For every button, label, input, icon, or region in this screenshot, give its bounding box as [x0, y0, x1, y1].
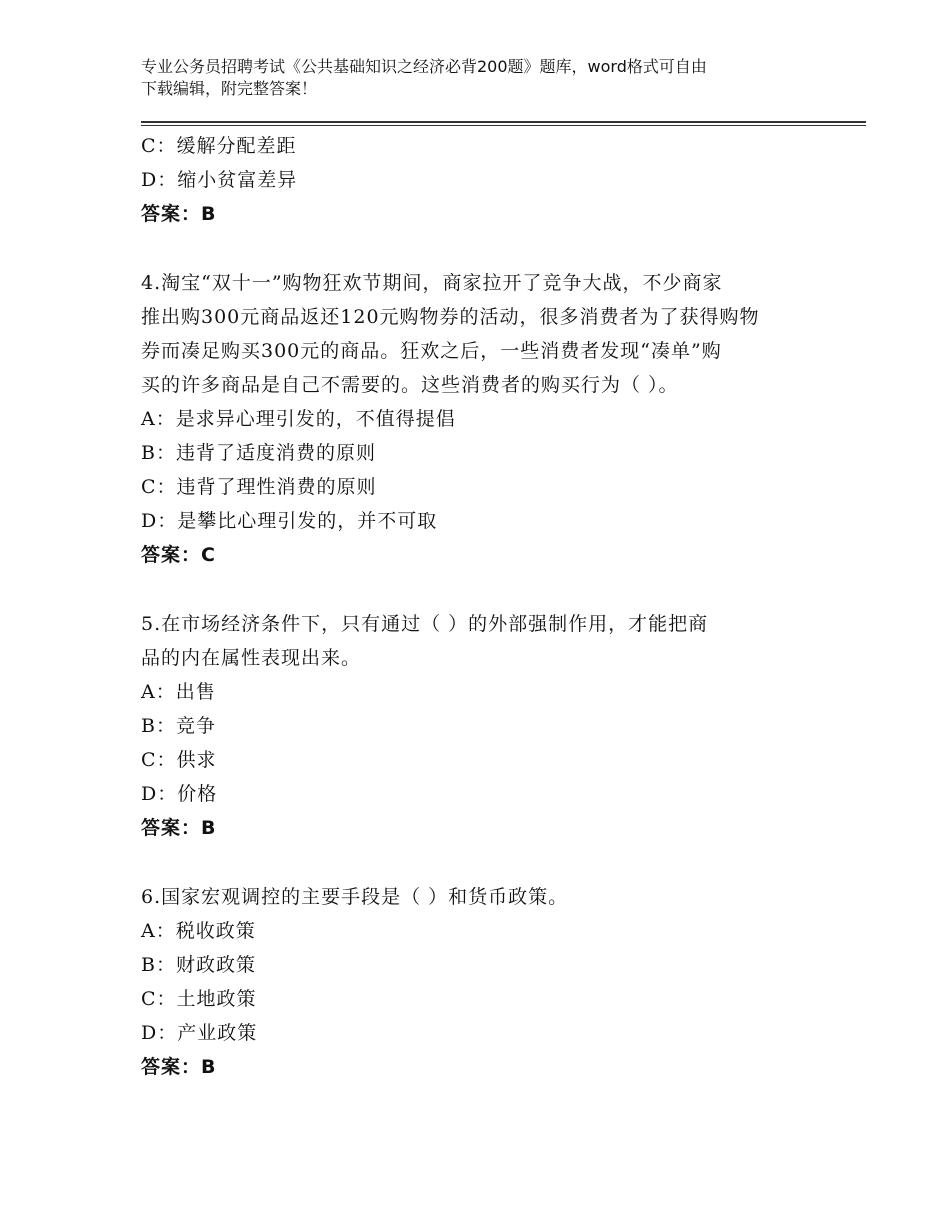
option-d: D：产业政策	[141, 1022, 258, 1044]
header-line-1: 专业公务员招聘考试《公共基础知识之经济必背200题》题库，word格式可自由	[141, 57, 707, 76]
option-d: D：缩小贫富差异	[141, 169, 298, 191]
question-3-tail	[141, 129, 821, 231]
question-text-line: 品的内在属性表现出来。	[141, 647, 362, 669]
header-line-2: 下载编辑，附完整答案！	[141, 79, 318, 98]
question-text-line: 6.国家宏观调控的主要手段是（ ）和货币政策。	[141, 886, 569, 908]
option-c: C：土地政策	[141, 988, 257, 1010]
header-divider-thin	[141, 125, 866, 126]
option-a: A：出售	[141, 681, 216, 703]
option-b: B：竞争	[141, 715, 216, 737]
question-6	[141, 880, 821, 1084]
answer-label: 答案：B	[141, 817, 217, 839]
spacer	[141, 572, 821, 607]
option-b: B：财政政策	[141, 954, 256, 976]
option-a: A：是求异心理引发的，不值得提倡	[141, 408, 456, 430]
option-c: C：供求	[141, 749, 217, 771]
option-c: C：违背了理性消费的原则	[141, 476, 377, 498]
header-divider-thick	[141, 121, 866, 123]
question-text-line: 券而凑足购买300元的商品。狂欢之后，一些消费者发现“凑单”购	[141, 340, 722, 362]
question-text-line: 5.在市场经济条件下，只有通过（ ）的外部强制作用，才能把商	[141, 613, 709, 635]
answer-label: 答案：B	[141, 203, 217, 225]
option-a: A：税收政策	[141, 920, 256, 942]
option-d: D：价格	[141, 783, 218, 805]
question-text-line: 买的许多商品是自己不需要的。这些消费者的购买行为（ ）。	[141, 374, 679, 396]
option-d: D：是攀比心理引发的，并不可取	[141, 510, 438, 532]
document-header	[141, 56, 861, 100]
question-5	[141, 607, 821, 845]
question-4	[141, 266, 821, 572]
document-body	[141, 129, 821, 1084]
spacer	[141, 231, 821, 266]
spacer	[141, 845, 821, 880]
question-text-line: 4.淘宝“双十一”购物狂欢节期间，商家拉开了竞争大战，不少商家	[141, 272, 723, 294]
question-text-line: 推出购300元商品返还120元购物券的活动，很多消费者为了获得购物	[141, 306, 760, 328]
answer-label: 答案：B	[141, 1056, 217, 1078]
option-b: B：违背了适度消费的原则	[141, 442, 376, 464]
answer-label: 答案：C	[141, 544, 216, 566]
option-c: C：缓解分配差距	[141, 135, 297, 157]
